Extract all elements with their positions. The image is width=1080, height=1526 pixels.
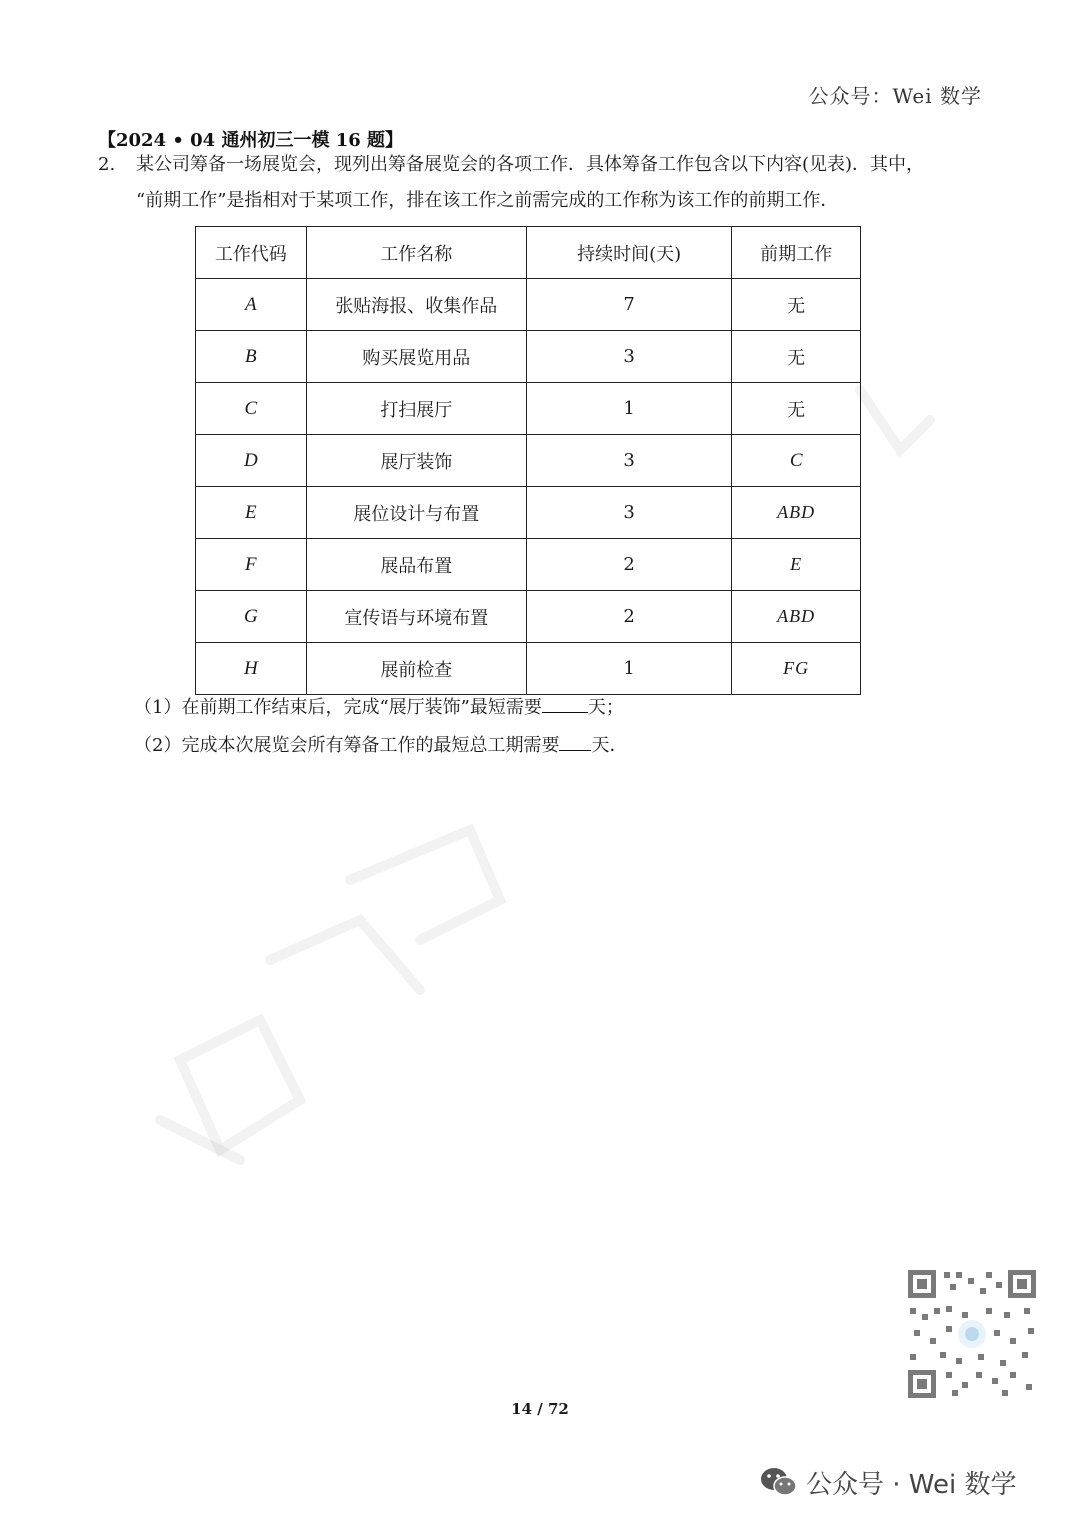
question-stem-line2: “前期工作”是指相对于某项工作，排在该工作之前需完成的工作称为该工作的前期工作． — [136, 190, 839, 211]
cell-prior: E — [732, 539, 861, 591]
cell-code: A — [196, 279, 307, 331]
answer-blank-1[interactable] — [542, 696, 588, 713]
answer-blank-2[interactable] — [559, 734, 591, 751]
table-row — [196, 643, 861, 695]
cell-days: 3 — [526, 331, 731, 383]
table-row — [196, 383, 861, 435]
question-number: 2. — [98, 154, 116, 175]
table-header-row — [196, 227, 861, 279]
cell-name: 宣传语与环境布置 — [306, 591, 526, 643]
question-stem-line1 — [98, 153, 988, 177]
cell-name: 购买展览用品 — [306, 331, 526, 383]
header-code: 工作代码 — [196, 227, 307, 279]
cell-code: E — [196, 487, 307, 539]
wechat-icon — [760, 1465, 798, 1499]
table-row — [196, 591, 861, 643]
subquestion-1-unit: 天； — [587, 697, 624, 718]
cell-prior: ABD — [732, 487, 861, 539]
cell-prior: C — [732, 435, 861, 487]
cell-prior: 无 — [732, 279, 861, 331]
cell-prior: 无 — [732, 383, 861, 435]
preparation-table — [195, 226, 861, 695]
cell-days: 3 — [526, 435, 731, 487]
cell-name: 展前检查 — [306, 643, 526, 695]
header-duration: 持续时间(天) — [526, 227, 731, 279]
table-row — [196, 331, 861, 383]
subquestion-1 — [134, 696, 624, 720]
subquestion-1-text: （1）在前期工作结束后，完成“展厅装饰”最短需要 — [134, 697, 542, 718]
cell-days: 1 — [526, 643, 731, 695]
cell-days: 2 — [526, 591, 731, 643]
header-account: 公众号：Wei 数学 — [808, 84, 982, 108]
cell-days: 3 — [526, 487, 731, 539]
cell-name: 打扫展厅 — [306, 383, 526, 435]
subquestion-2-text: （2）完成本次展览会所有筹备工作的最短总工期需要 — [134, 735, 560, 756]
cell-code: H — [196, 643, 307, 695]
cell-prior: ABD — [732, 591, 861, 643]
question-text-line1: 某公司筹备一场展览会，现列出筹备展览会的各项工作．具体筹备工作包含以下内容(见表)．其中， — [136, 154, 925, 175]
table-row — [196, 487, 861, 539]
cell-code: D — [196, 435, 307, 487]
table-row — [196, 279, 861, 331]
cell-name: 展位设计与布置 — [306, 487, 526, 539]
page-number: 14 / 72 — [511, 1400, 569, 1418]
table-row — [196, 539, 861, 591]
header-prior: 前期工作 — [732, 227, 861, 279]
cell-prior: FG — [732, 643, 861, 695]
cell-code: F — [196, 539, 307, 591]
question-source: 【2024 • 04 通州初三一模 16 题】 — [98, 130, 404, 151]
subquestion-2-unit: 天． — [591, 735, 628, 756]
qr-code-icon — [906, 1268, 1038, 1400]
cell-prior: 无 — [732, 331, 861, 383]
cell-code: C — [196, 383, 307, 435]
cell-code: G — [196, 591, 307, 643]
subquestion-2 — [134, 734, 627, 758]
footer-watermark-text: 公众号 · Wei 数学 — [806, 1469, 1017, 1500]
footer-watermark — [760, 1462, 1016, 1502]
cell-days: 7 — [526, 279, 731, 331]
cell-days: 1 — [526, 383, 731, 435]
cell-name: 展厅装饰 — [306, 435, 526, 487]
cell-days: 2 — [526, 539, 731, 591]
header-name: 工作名称 — [306, 227, 526, 279]
cell-code: B — [196, 331, 307, 383]
cell-name: 张贴海报、收集作品 — [306, 279, 526, 331]
table-row — [196, 435, 861, 487]
cell-name: 展品布置 — [306, 539, 526, 591]
